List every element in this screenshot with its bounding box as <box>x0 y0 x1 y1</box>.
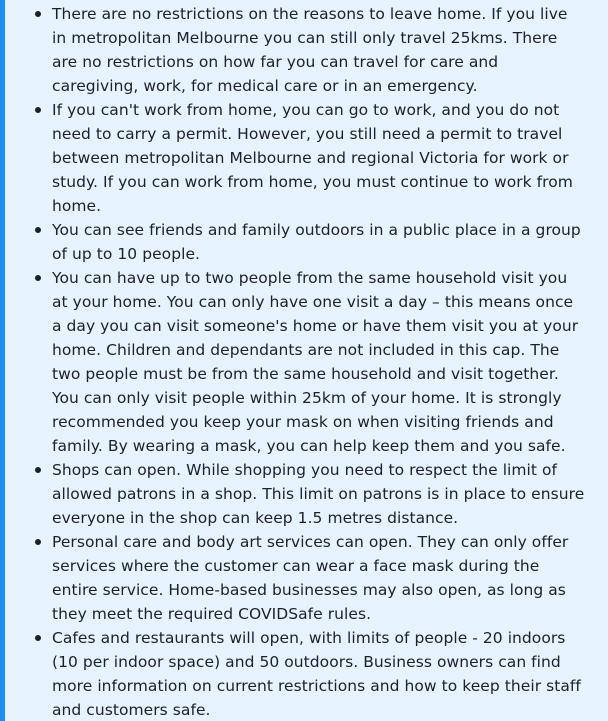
bullet-icon <box>35 275 41 281</box>
list-item <box>5 530 608 626</box>
list-item-text: If you can't work from home, you can go to work, and you do not need to carry a permit. However, you still need a permit to travel between metropolitan Melbourne and regional Victoria for work or study. If you can work from home, you must continue to work from home. <box>52 101 573 215</box>
list-item <box>5 218 608 266</box>
restrictions-list <box>5 0 608 721</box>
list-item-text: You can see friends and family outdoors in a public place in a group of up to 10 people. <box>52 221 581 263</box>
bullet-icon <box>35 467 41 473</box>
list-item-text: You can have up to two people from the same household visit you at your home. You can only have one visit a day – this means once a day you can visit someone's home or have them visit you at your home. Children and dependants are not included in this cap. The two people must be from the same household and visit together. You can only visit people within 25km of your home. It is strongly recommended you keep your mask on when visiting friends and family. By wearing a mask, you can help keep them and you safe. <box>52 269 579 455</box>
list-item <box>5 2 608 98</box>
bullet-icon <box>35 539 41 545</box>
list-item <box>5 626 608 721</box>
list-item-text: Personal care and body art services can open. They can only offer services where the customer can wear a face mask during the entire service. Home-based businesses may also open, as long as they meet the required COVIDSafe rules. <box>52 533 569 623</box>
bullet-icon <box>35 635 41 641</box>
list-item-text: There are no restrictions on the reasons to leave home. If you live in metropolitan Melbourne you can still only travel 25kms. There are no restrictions on how far you can travel for care and caregiving, work, for medical care or in an emergency. <box>52 5 568 95</box>
bullet-icon <box>35 107 41 113</box>
list-item-text: Cafes and restaurants will open, with limits of people - 20 indoors (10 per indoor space) and 50 outdoors. Business owners can find more information on current restrictions and how to keep their staff and customers safe. <box>52 629 581 719</box>
bullet-icon <box>35 11 41 17</box>
list-item <box>5 266 608 458</box>
list-item-text: Shops can open. While shopping you need to respect the limit of allowed patrons in a shop. This limit on patrons is in place to ensure everyone in the shop can keep 1.5 metres distance. <box>52 461 585 527</box>
list-item <box>5 98 608 218</box>
bullet-icon <box>35 227 41 233</box>
list-item <box>5 458 608 530</box>
